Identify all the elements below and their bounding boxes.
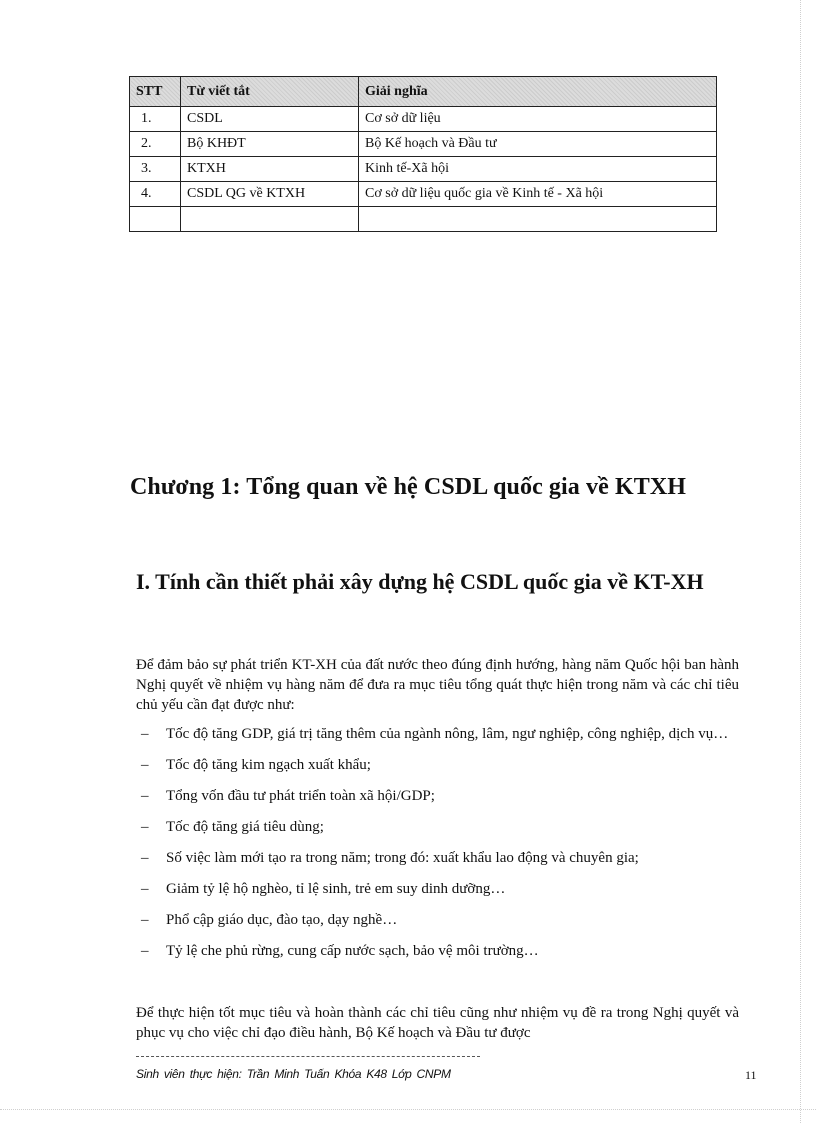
list-item xyxy=(136,724,739,744)
dash-bullet-icon: – xyxy=(141,850,149,866)
abbreviation-table xyxy=(129,76,717,232)
closing-paragraph: Để thực hiện tốt mục tiêu và hoàn thành các chỉ tiêu cũng như nhiệm vụ đề ra trong Nghị quyết và phục vụ cho việc chỉ đạo điều hành, Bộ Kế hoạch và Đầu tư được xyxy=(136,1005,739,1041)
table-header-stt: STT xyxy=(130,77,181,107)
list-item-text: Giảm tỷ lệ hộ nghèo, tỉ lệ sinh, trẻ em suy dinh dưỡng… xyxy=(166,881,506,897)
dash-bullet-icon: – xyxy=(141,943,149,959)
list-item xyxy=(136,786,739,806)
page-edge-right xyxy=(800,0,801,1123)
table-row xyxy=(130,132,717,157)
list-item-text: Phổ cập giáo dục, đào tạo, dạy nghề… xyxy=(166,912,398,928)
list-item xyxy=(136,879,739,899)
dash-bullet-icon: – xyxy=(141,757,149,773)
list-item-text: Số việc làm mới tạo ra trong năm; trong đó: xuất khẩu lao động và chuyên gia; xyxy=(166,850,639,866)
table-cell-meaning xyxy=(359,207,717,232)
table-cell-stt: 3. xyxy=(130,157,181,182)
table-header-abbreviation: Từ viết tắt xyxy=(181,77,359,107)
dash-bullet-icon: – xyxy=(141,819,149,835)
section-heading: I. Tính cần thiết phải xây dựng hệ CSDL quốc gia về KT-XH xyxy=(136,569,704,594)
table-row xyxy=(130,182,717,207)
list-item-text: Tốc độ tăng kim ngạch xuất khẩu; xyxy=(166,757,371,773)
table-row xyxy=(130,107,717,132)
table-cell-meaning: Kinh tế-Xã hội xyxy=(359,157,717,182)
intro-paragraph: Để đảm bảo sự phát triển KT-XH của đất nước theo đúng định hướng, hàng năm Quốc hội ban hành Nghị quyết về nhiệm vụ hàng năm để đưa ra mục tiêu tổng quát thực hiện trong năm và các chỉ tiêu chủ yếu cần đạt được như: xyxy=(136,657,739,713)
table-row-empty xyxy=(130,207,717,232)
page-edge-bottom xyxy=(0,1109,816,1110)
table-cell-meaning: Cơ sở dữ liệu xyxy=(359,107,717,132)
table-header-meaning: Giải nghĩa xyxy=(359,77,717,107)
table-cell-stt xyxy=(130,207,181,232)
dash-bullet-icon: – xyxy=(141,726,149,742)
table-cell-abbreviation: CSDL QG về KTXH xyxy=(181,182,359,207)
table-header-row xyxy=(130,77,717,107)
list-item xyxy=(136,848,739,868)
table-cell-stt: 1. xyxy=(130,107,181,132)
list-item xyxy=(136,910,739,930)
list-item xyxy=(136,817,739,837)
list-item-text: Tỷ lệ che phủ rừng, cung cấp nước sạch, bảo vệ môi trường… xyxy=(166,943,539,959)
table-cell-stt: 4. xyxy=(130,182,181,207)
page-number: 11 xyxy=(745,1068,757,1082)
table-cell-abbreviation: KTXH xyxy=(181,157,359,182)
table-cell-abbreviation xyxy=(181,207,359,232)
table-cell-stt: 2. xyxy=(130,132,181,157)
footer-divider xyxy=(136,1056,480,1057)
table-cell-meaning: Bộ Kế hoạch và Đầu tư xyxy=(359,132,717,157)
table-cell-abbreviation: CSDL xyxy=(181,107,359,132)
list-item xyxy=(136,755,739,775)
table-cell-abbreviation: Bộ KHĐT xyxy=(181,132,359,157)
indicator-list xyxy=(136,724,739,972)
list-item-text: Tốc độ tăng giá tiêu dùng; xyxy=(166,819,324,835)
table-cell-meaning: Cơ sở dữ liệu quốc gia về Kinh tế - Xã hội xyxy=(359,182,717,207)
footer-author-info: Sinh viên thực hiện: Trần Minh Tuấn Khóa K48 Lớp CNPM xyxy=(136,1067,451,1081)
dash-bullet-icon: – xyxy=(141,788,149,804)
list-item-text: Tốc độ tăng GDP, giá trị tăng thêm của ngành nông, lâm, ngư nghiệp, công nghiệp, dịch vụ… xyxy=(166,726,729,742)
list-item xyxy=(136,941,739,961)
list-item-text: Tổng vốn đầu tư phát triển toàn xã hội/GDP; xyxy=(166,788,435,804)
table-row xyxy=(130,157,717,182)
dash-bullet-icon: – xyxy=(141,881,149,897)
chapter-title: Chương 1: Tổng quan về hệ CSDL quốc gia về KTXH xyxy=(129,474,687,500)
dash-bullet-icon: – xyxy=(141,912,149,928)
